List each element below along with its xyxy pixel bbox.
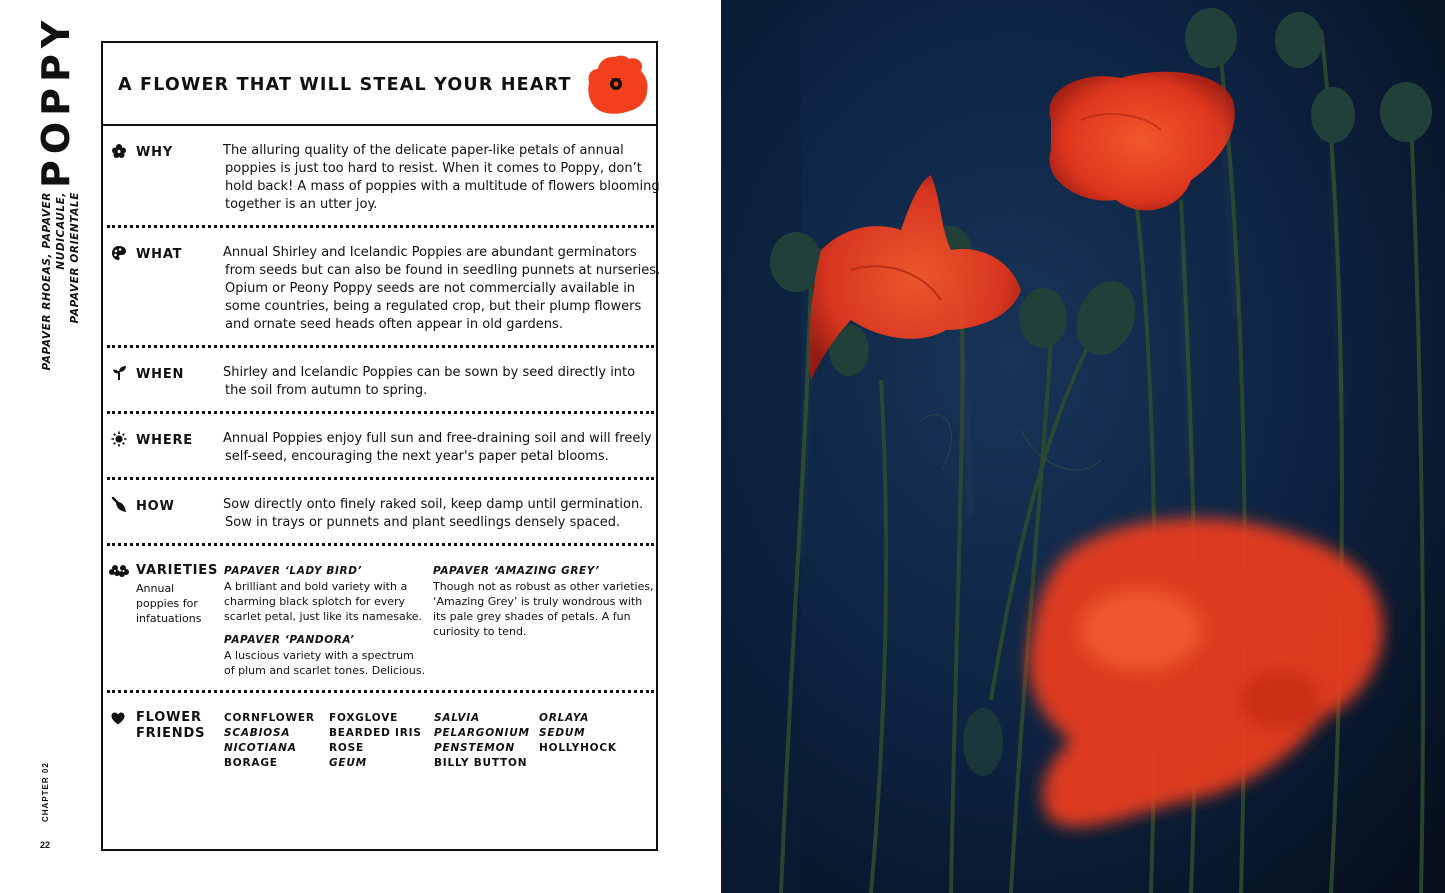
friend-item: ROSE [329, 742, 364, 754]
friend-item: BILLY BUTTON [434, 757, 528, 769]
why-line: hold back! A mass of poppies with a multitude of flowers blooming [225, 179, 660, 194]
friend-item: ORLAYA [539, 712, 590, 724]
friends-column [539, 711, 617, 756]
divider [107, 477, 654, 480]
where-label: WHERE [136, 433, 193, 448]
friend-item: SALVIA [434, 712, 480, 724]
poppy-flower-icon [585, 53, 649, 117]
what-line: Opium or Peony Poppy seeds are not commercially available in [225, 281, 636, 296]
flowers-icon [109, 563, 129, 579]
divider [107, 225, 654, 228]
how-label: HOW [136, 499, 175, 514]
poppies-photo [721, 0, 1445, 893]
friend-item: FOXGLOVE [329, 712, 399, 724]
where-text [223, 430, 652, 466]
divider [107, 690, 654, 693]
page-number: 22 [40, 840, 51, 850]
friend-item: HOLLYHOCK [539, 742, 617, 754]
friend-item: PELARGONIUM [434, 727, 530, 739]
chapter-label: CHAPTER 02 [41, 762, 50, 822]
flower-icon [111, 143, 127, 159]
friend-item: BEARDED IRIS [329, 727, 422, 739]
card-header [103, 43, 656, 126]
variety-desc: ‘Amazing Grey’ is truly wondrous with [433, 595, 643, 608]
friend-item: SEDUM [539, 727, 586, 739]
what-line: some countries, being a regulated crop, but their plump flowers [225, 299, 642, 314]
what-label: WHAT [136, 247, 183, 262]
variety-desc: Though not as robust as other varieties, [433, 580, 654, 593]
what-text [223, 244, 661, 334]
why-text [223, 142, 660, 214]
how-line: Sow directly onto finely raked soil, keep damp until germination. [223, 497, 644, 512]
trowel-icon [111, 497, 127, 513]
subtitle-line: infatuations [136, 612, 202, 625]
friend-item: SCABIOSA [224, 727, 291, 739]
info-card [101, 41, 661, 851]
friend-item: BORAGE [224, 757, 278, 769]
friends-label-line: FRIENDS [136, 726, 206, 741]
what-line: Annual Shirley and Icelandic Poppies are abundant germinators [223, 245, 637, 260]
why-line: The alluring quality of the delicate paper-like petals of annual [223, 143, 624, 158]
variety-lady-bird [224, 564, 446, 624]
when-label: WHEN [136, 367, 185, 382]
latin-line-1: PAPAVER RHOEAS, PAPAVER NUDICAULE, [41, 192, 67, 371]
variety-amazing-grey [433, 564, 655, 639]
varieties-subtitle [136, 581, 226, 626]
what-line: and ornate seed heads often appear in old gardens. [225, 317, 563, 332]
spine-latin-names [40, 192, 81, 442]
friends-label-line: FLOWER [136, 710, 202, 725]
why-line: poppies is just too hard to resist. When it comes to Poppy, don’t [225, 161, 642, 176]
why-label: WHY [136, 145, 174, 160]
variety-desc: charming black splotch for every [224, 595, 406, 608]
variety-desc: its pale grey shades of petals. A fun [433, 610, 631, 623]
friends-column [329, 711, 422, 771]
card-title: A FLOWER THAT WILL STEAL YOUR HEART [118, 75, 572, 95]
variety-desc: curiosity to tend. [433, 625, 527, 638]
subtitle-line: poppies for [136, 597, 198, 610]
poppies-illustration [721, 0, 1445, 893]
when-line: Shirley and Icelandic Poppies can be sown by seed directly into [223, 365, 636, 380]
variety-name: PAPAVER ‘LADY BIRD’ [224, 565, 363, 577]
variety-desc: A brilliant and bold variety with a [224, 580, 408, 593]
latin-line-2: PAPAVER ORIENTALE [69, 192, 81, 324]
variety-name: PAPAVER ‘PANDORA’ [224, 634, 355, 646]
variety-desc: A luscious variety with a spectrum [224, 649, 414, 662]
subtitle-line: Annual [136, 582, 175, 595]
friend-item: GEUM [329, 757, 367, 769]
palette-icon [111, 245, 127, 261]
how-text [223, 496, 648, 532]
heart-icon [111, 712, 125, 725]
sun-icon [111, 431, 127, 447]
what-line: from seeds but can also be found in seedling punnets at nurseries. [225, 263, 661, 278]
friends-column [434, 711, 530, 771]
variety-desc: of plum and scarlet tones. Delicious. [224, 664, 426, 677]
variety-desc: scarlet petal, just like its namesake. [224, 610, 422, 623]
why-line: together is an utter joy. [225, 197, 378, 212]
variety-pandora [224, 633, 446, 678]
divider [107, 411, 654, 414]
where-line: self-seed, encouraging the next year's paper petal blooms. [225, 449, 609, 464]
varieties-label: VARIETIES [136, 563, 219, 578]
friends-column [224, 711, 315, 771]
spine-title: POPPY [34, 14, 78, 188]
when-line: the soil from autumn to spring. [225, 383, 428, 398]
divider [107, 543, 654, 546]
when-text [223, 364, 648, 400]
where-line: Annual Poppies enjoy full sun and free-draining soil and will freely [223, 431, 652, 446]
flower-friends-label [136, 710, 205, 742]
sprout-icon [111, 365, 127, 381]
divider [107, 345, 654, 348]
friend-item: NICOTIANA [224, 742, 297, 754]
friend-item: PENSTEMON [434, 742, 515, 754]
friend-item: CORNFLOWER [224, 712, 315, 724]
variety-name: PAPAVER ‘AMAZING GREY’ [433, 565, 600, 577]
how-line: Sow in trays or punnets and plant seedlings densely spaced. [225, 515, 621, 530]
